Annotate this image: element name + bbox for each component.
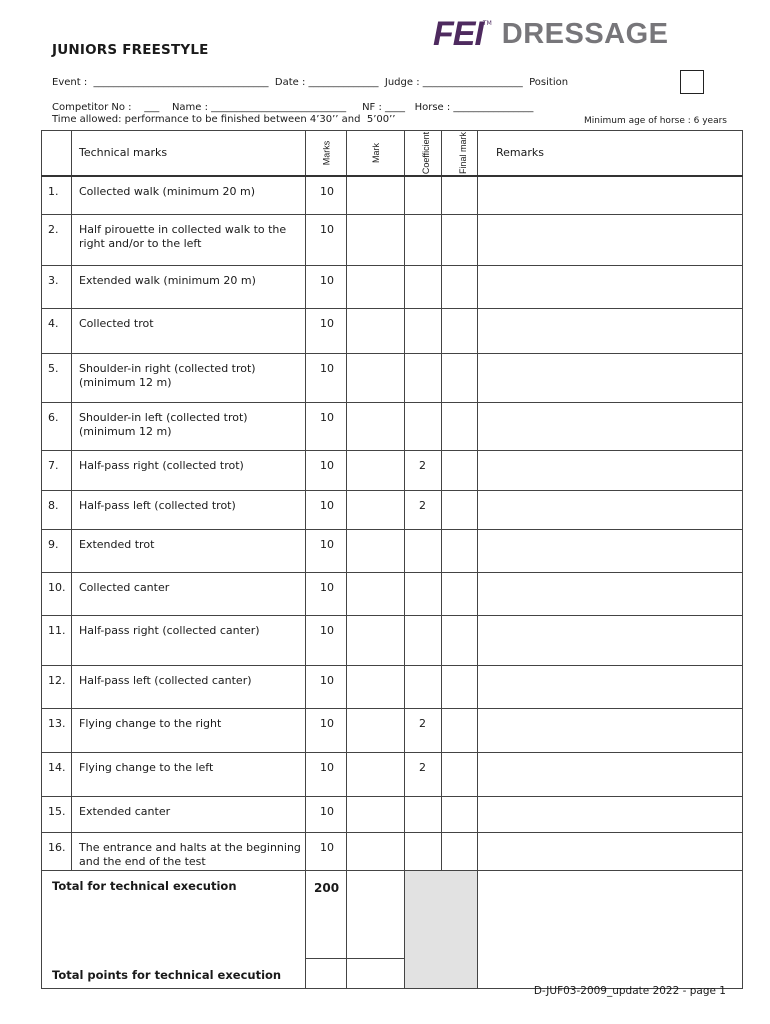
row-final-mark-cell[interactable] bbox=[442, 403, 478, 451]
header-number-cell bbox=[42, 131, 72, 176]
page-footer: D-JUF03-2009_update 2022 - page 1 bbox=[533, 985, 726, 997]
row-mark-cell[interactable] bbox=[347, 573, 405, 616]
row-mark-cell[interactable] bbox=[347, 530, 405, 573]
row-max-marks: 10 bbox=[306, 491, 347, 530]
row-number: 11. bbox=[42, 616, 72, 666]
table-row bbox=[42, 530, 743, 573]
row-description: Collected trot bbox=[72, 309, 306, 354]
row-description: The entrance and halts at the beginning and the end of the test bbox=[72, 833, 306, 871]
row-remarks-cell[interactable] bbox=[478, 266, 743, 309]
row-coefficient: 2 bbox=[405, 753, 442, 797]
row-remarks-cell[interactable] bbox=[478, 451, 743, 491]
logo-fei: FEI bbox=[433, 14, 483, 53]
row-final-mark-cell[interactable] bbox=[442, 176, 478, 215]
table-row bbox=[42, 573, 743, 616]
row-coefficient bbox=[405, 403, 442, 451]
row-number: 4. bbox=[42, 309, 72, 354]
position-box[interactable] bbox=[680, 70, 704, 94]
competitor-line: Competitor No : ___ Name : ___________________________ NF : ____ Horse : ________________ bbox=[52, 102, 534, 113]
row-description: Half-pass left (collected trot) bbox=[72, 491, 306, 530]
row-number: 9. bbox=[42, 530, 72, 573]
header-final-mark bbox=[442, 131, 478, 176]
row-remarks-cell[interactable] bbox=[478, 530, 743, 573]
row-description: Flying change to the left bbox=[72, 753, 306, 797]
total-label: Total for technical execution bbox=[52, 879, 237, 893]
table-row bbox=[42, 266, 743, 309]
row-final-mark-cell[interactable] bbox=[442, 797, 478, 833]
table-row bbox=[42, 309, 743, 354]
row-final-mark-cell[interactable] bbox=[442, 309, 478, 354]
row-coefficient bbox=[405, 666, 442, 709]
row-final-mark-cell[interactable] bbox=[442, 266, 478, 309]
row-max-marks: 10 bbox=[306, 354, 347, 403]
technical-marks-table bbox=[41, 130, 743, 989]
row-description: Collected canter bbox=[72, 573, 306, 616]
total-label-cell bbox=[42, 871, 306, 989]
event-line: Event : ___________________________________ Date : ______________ Judge : ____________________ Position bbox=[52, 77, 569, 88]
table-row bbox=[42, 403, 743, 451]
total-shaded-cell bbox=[405, 871, 478, 989]
row-description: Collected walk (minimum 20 m) bbox=[72, 176, 306, 215]
header-marks-label: Marks bbox=[321, 141, 331, 166]
table-row bbox=[42, 797, 743, 833]
row-final-mark-cell[interactable] bbox=[442, 833, 478, 871]
row-max-marks: 10 bbox=[306, 616, 347, 666]
row-mark-cell[interactable] bbox=[347, 666, 405, 709]
total-mark-cell[interactable] bbox=[347, 871, 405, 959]
table-header-row bbox=[42, 131, 743, 176]
table-row bbox=[42, 491, 743, 530]
table-row bbox=[42, 666, 743, 709]
row-number: 6. bbox=[42, 403, 72, 451]
header-coefficient bbox=[405, 131, 442, 176]
row-coefficient bbox=[405, 354, 442, 403]
row-final-mark-cell[interactable] bbox=[442, 709, 478, 753]
row-max-marks: 10 bbox=[306, 215, 347, 266]
row-mark-cell[interactable] bbox=[347, 403, 405, 451]
row-mark-cell[interactable] bbox=[347, 833, 405, 871]
row-final-mark-cell[interactable] bbox=[442, 530, 478, 573]
row-description: Extended walk (minimum 20 m) bbox=[72, 266, 306, 309]
row-remarks-cell[interactable] bbox=[478, 753, 743, 797]
row-number: 10. bbox=[42, 573, 72, 616]
header-technical-marks: Technical marks bbox=[72, 131, 306, 176]
row-number: 15. bbox=[42, 797, 72, 833]
table-row bbox=[42, 616, 743, 666]
time-allowed: Time allowed: performance to be finished between 4’30’’ and 5’00’’ bbox=[52, 114, 396, 125]
row-max-marks: 10 bbox=[306, 709, 347, 753]
row-coefficient bbox=[405, 309, 442, 354]
row-number: 8. bbox=[42, 491, 72, 530]
row-description: Extended canter bbox=[72, 797, 306, 833]
row-number: 5. bbox=[42, 354, 72, 403]
row-max-marks: 10 bbox=[306, 176, 347, 215]
row-number: 3. bbox=[42, 266, 72, 309]
row-coefficient: 2 bbox=[405, 709, 442, 753]
row-coefficient bbox=[405, 530, 442, 573]
row-mark-cell[interactable] bbox=[347, 709, 405, 753]
table-row bbox=[42, 354, 743, 403]
row-max-marks: 10 bbox=[306, 530, 347, 573]
row-mark-cell[interactable] bbox=[347, 491, 405, 530]
row-max-marks: 10 bbox=[306, 451, 347, 491]
row-coefficient bbox=[405, 573, 442, 616]
header-marks bbox=[306, 131, 347, 176]
row-number: 7. bbox=[42, 451, 72, 491]
row-coefficient bbox=[405, 176, 442, 215]
row-description: Half-pass left (collected canter) bbox=[72, 666, 306, 709]
row-remarks-cell[interactable] bbox=[478, 403, 743, 451]
table-row bbox=[42, 753, 743, 797]
total-row bbox=[42, 871, 743, 959]
row-final-mark-cell[interactable] bbox=[442, 215, 478, 266]
row-remarks-cell[interactable] bbox=[478, 354, 743, 403]
total-max-cell: 200 bbox=[306, 871, 347, 959]
table-row bbox=[42, 451, 743, 491]
row-description: Shoulder-in left (collected trot) (minimum 12 m) bbox=[72, 403, 306, 451]
min-horse-age: Minimum age of horse : 6 years bbox=[584, 116, 727, 126]
row-description: Flying change to the right bbox=[72, 709, 306, 753]
logo-dressage: DRESSAGE bbox=[501, 17, 669, 50]
header-final-mark-label: Final mark bbox=[458, 132, 469, 175]
row-max-marks: 10 bbox=[306, 833, 347, 871]
row-final-mark-cell[interactable] bbox=[442, 451, 478, 491]
logo-trademark: TM bbox=[482, 20, 492, 27]
total-points-cell[interactable] bbox=[347, 959, 405, 989]
header-remarks: Remarks bbox=[478, 131, 743, 176]
row-final-mark-cell[interactable] bbox=[442, 354, 478, 403]
row-remarks-cell[interactable] bbox=[478, 309, 743, 354]
row-coefficient bbox=[405, 616, 442, 666]
total-remarks-cell[interactable] bbox=[478, 871, 743, 989]
row-number: 14. bbox=[42, 753, 72, 797]
table-row bbox=[42, 176, 743, 215]
row-remarks-cell[interactable] bbox=[478, 491, 743, 530]
row-remarks-cell[interactable] bbox=[478, 573, 743, 616]
row-remarks-cell[interactable] bbox=[478, 616, 743, 666]
row-max-marks: 10 bbox=[306, 753, 347, 797]
row-mark-cell[interactable] bbox=[347, 266, 405, 309]
row-mark-cell[interactable] bbox=[347, 451, 405, 491]
row-remarks-cell[interactable] bbox=[478, 176, 743, 215]
row-mark-cell[interactable] bbox=[347, 309, 405, 354]
row-final-mark-cell[interactable] bbox=[442, 753, 478, 797]
row-remarks-cell[interactable] bbox=[478, 797, 743, 833]
row-max-marks: 10 bbox=[306, 666, 347, 709]
row-remarks-cell[interactable] bbox=[478, 215, 743, 266]
total-points-max-cell bbox=[306, 959, 347, 989]
row-final-mark-cell[interactable] bbox=[442, 666, 478, 709]
table-row bbox=[42, 709, 743, 753]
row-max-marks: 10 bbox=[306, 403, 347, 451]
table-row bbox=[42, 215, 743, 266]
header-coefficient-label: Coefficient bbox=[421, 132, 432, 175]
row-max-marks: 10 bbox=[306, 309, 347, 354]
row-coefficient bbox=[405, 797, 442, 833]
row-max-marks: 10 bbox=[306, 797, 347, 833]
row-max-marks: 10 bbox=[306, 266, 347, 309]
row-mark-cell[interactable] bbox=[347, 215, 405, 266]
row-description: Extended trot bbox=[72, 530, 306, 573]
row-remarks-cell[interactable] bbox=[478, 709, 743, 753]
row-max-marks: 10 bbox=[306, 573, 347, 616]
row-coefficient bbox=[405, 833, 442, 871]
row-description: Shoulder-in right (collected trot) (minimum 12 m) bbox=[72, 354, 306, 403]
row-number: 1. bbox=[42, 176, 72, 215]
row-mark-cell[interactable] bbox=[347, 753, 405, 797]
row-coefficient bbox=[405, 266, 442, 309]
row-number: 16. bbox=[42, 833, 72, 871]
row-number: 2. bbox=[42, 215, 72, 266]
row-description: Half-pass right (collected trot) bbox=[72, 451, 306, 491]
row-remarks-cell[interactable] bbox=[478, 833, 743, 871]
row-description: Half pirouette in collected walk to the right and/or to the left bbox=[72, 215, 306, 266]
row-number: 13. bbox=[42, 709, 72, 753]
row-description: Half-pass right (collected canter) bbox=[72, 616, 306, 666]
row-coefficient: 2 bbox=[405, 491, 442, 530]
row-mark-cell[interactable] bbox=[347, 797, 405, 833]
page-title: JUNIORS FREESTYLE bbox=[52, 42, 209, 58]
row-coefficient bbox=[405, 215, 442, 266]
row-final-mark-cell[interactable] bbox=[442, 491, 478, 530]
table-row bbox=[42, 833, 743, 871]
row-final-mark-cell[interactable] bbox=[442, 616, 478, 666]
fei-dressage-logo bbox=[433, 16, 669, 52]
row-final-mark-cell[interactable] bbox=[442, 573, 478, 616]
row-mark-cell[interactable] bbox=[347, 176, 405, 215]
total-points-label: Total points for technical execution bbox=[52, 968, 282, 982]
row-coefficient: 2 bbox=[405, 451, 442, 491]
row-mark-cell[interactable] bbox=[347, 354, 405, 403]
header-mark-label: Mark bbox=[370, 143, 381, 164]
row-remarks-cell[interactable] bbox=[478, 666, 743, 709]
row-number: 12. bbox=[42, 666, 72, 709]
row-mark-cell[interactable] bbox=[347, 616, 405, 666]
header-mark bbox=[347, 131, 405, 176]
